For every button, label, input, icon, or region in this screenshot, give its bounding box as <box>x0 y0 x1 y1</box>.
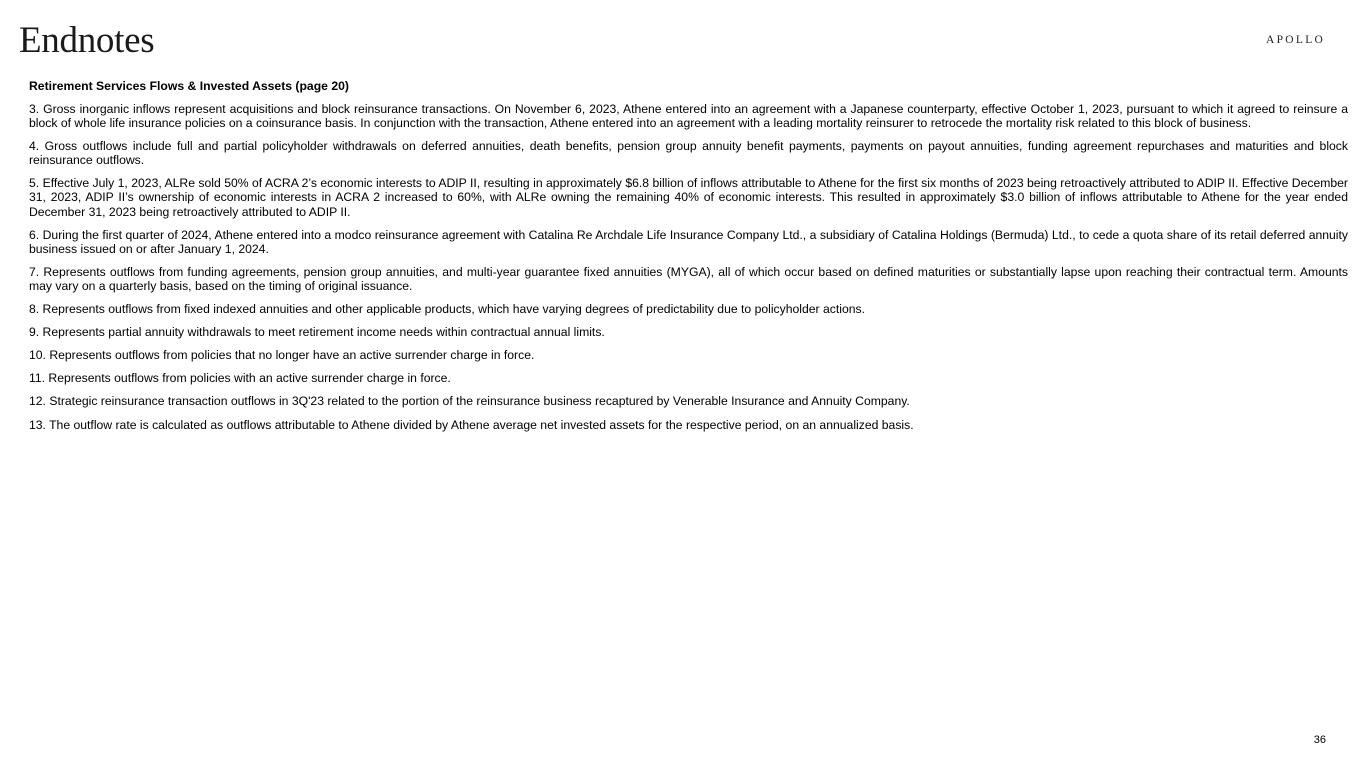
endnote-10: 10. Represents outflows from policies that no longer have an active surrender charge in force. <box>29 348 535 363</box>
page-number: 36 <box>1313 734 1326 746</box>
apollo-logo: APOLLO <box>1266 34 1326 46</box>
endnote-12: 12. Strategic reinsurance transaction outflows in 3Q'23 related to the portion of the reinsurance business recaptured by Venerable Insurance and Annuity Company. <box>29 394 910 409</box>
endnote-7: 7. Represents outflows from funding agreements, pension group annuities, and multi-year guarantee fixed annuities (MYGA), all of which occur based on defined maturities or substantially lapse upon reaching their contractual term. Amounts may vary on a quarterly basis, based on the timing of original issuance. <box>29 264 1348 293</box>
endnote-11: 11. Represents outflows from policies with an active surrender charge in force. <box>29 371 451 386</box>
endnote-13: 13. The outflow rate is calculated as outflows attributable to Athene divided by Athene average net invested assets for the respective period, on an annualized basis. <box>29 417 914 432</box>
endnote-5: 5. Effective July 1, 2023, ALRe sold 50% of ACRA 2’s economic interests to ADIP II, resulting in approximately $6.8 billion of inflows attributable to Athene for the first six months of 2023 being retroactively attributed to ADIP II. Effective December 31, 2023, ADIP II’s ownership of economic interests in ACRA 2 increased to 60%, with ALRe owning the remaining 40% of economic interests. This resulted in approximately $3.0 billion of inflows attributable to Athene for the year ended December 31, 2023 being retroactively attributed to ADIP II. <box>29 176 1348 219</box>
endnote-8: 8. Represents outflows from fixed indexed annuities and other applicable products, which have varying degrees of predictability due to policyholder actions. <box>29 302 866 317</box>
page-title: Endnotes <box>19 20 155 61</box>
endnote-9: 9. Represents partial annuity withdrawals to meet retirement income needs within contractual annual limits. <box>29 325 605 340</box>
section-heading: Retirement Services Flows & Invested Assets (page 20) <box>29 79 349 93</box>
endnote-3: 3. Gross inorganic inflows represent acquisitions and block reinsurance transactions. On November 6, 2023, Athene entered into an agreement with a Japanese counterparty, effective October 1, 2023, pursuant to which it agreed to reinsure a block of whole life insurance policies on a coinsurance basis. In conjunction with the transaction, Athene entered into an agreement with a leading mortality reinsurer to retrocede the mortality risk related to this block of business. <box>29 102 1348 131</box>
endnotes-content <box>29 79 1348 441</box>
endnote-4: 4. Gross outflows include full and partial policyholder withdrawals on deferred annuities, death benefits, pension group annuity benefit payments, payments on payout annuities, funding agreement repurchases and maturities and block reinsurance outflows. <box>29 139 1348 168</box>
endnote-6: 6. During the first quarter of 2024, Athene entered into a modco reinsurance agreement with Catalina Re Archdale Life Insurance Company Ltd., a subsidiary of Catalina Holdings (Bermuda) Ltd., to cede a quota share of its retail deferred annuity business issued on or after January 1, 2024. <box>29 227 1348 256</box>
